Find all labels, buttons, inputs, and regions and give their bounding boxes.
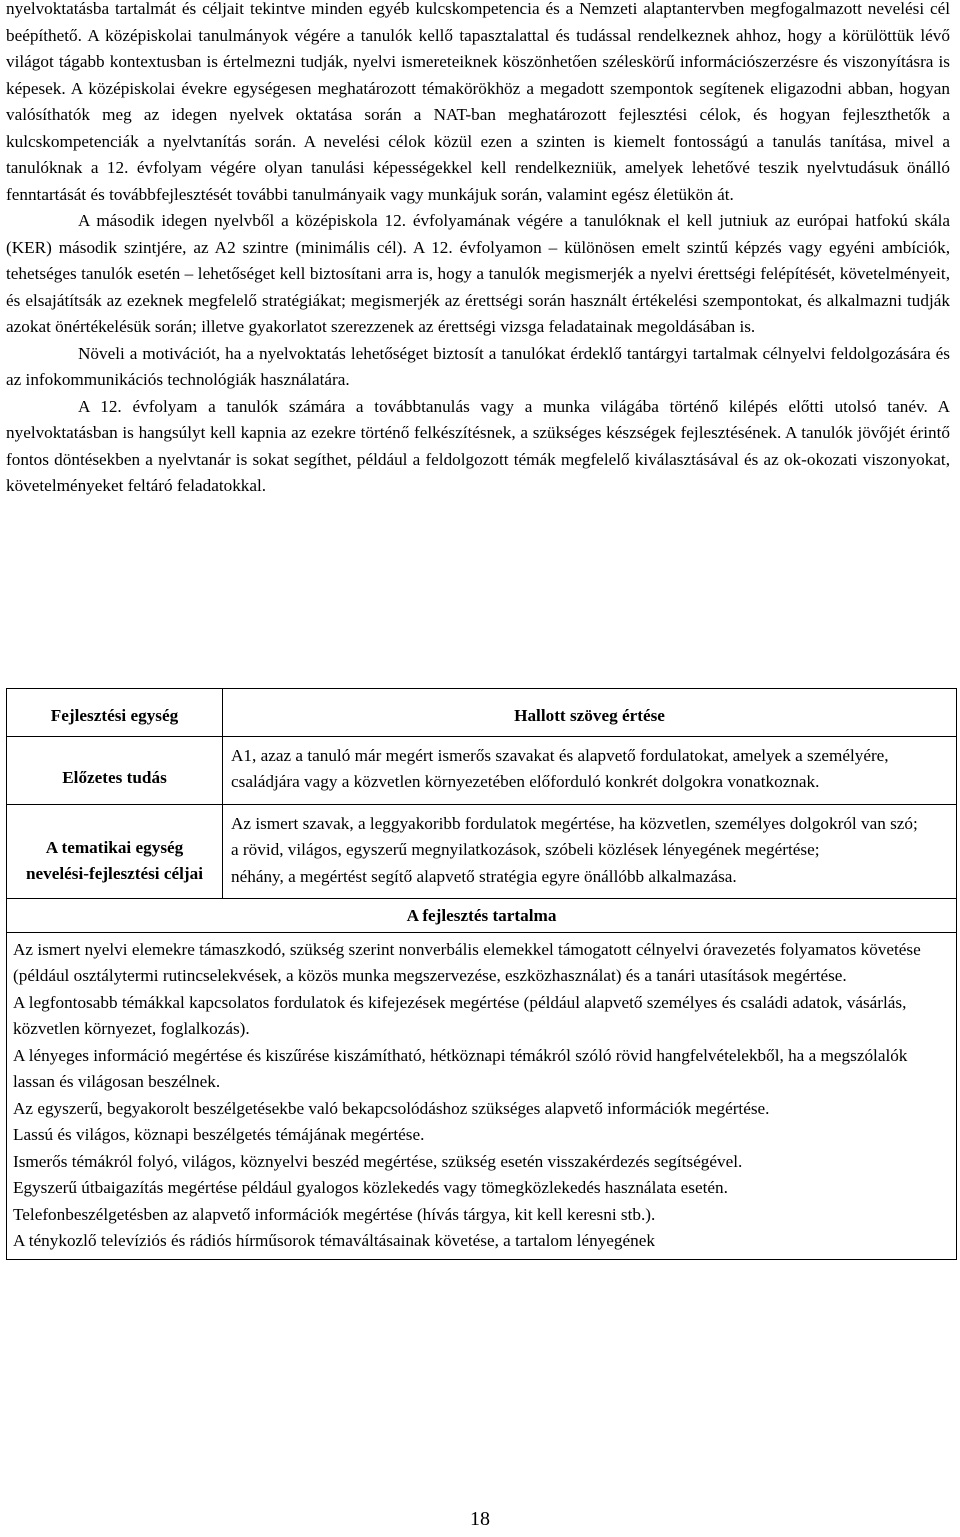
goals-line: néhány, a megértést segítő alapvető stratégia egyre önállóbb alkalmazása. (231, 866, 737, 886)
content-line: Telefonbeszélgetésben az alapvető információk megértése (hívás tárgya, kit kell keresni stb.). (13, 1204, 656, 1224)
goals-value (223, 804, 957, 899)
content-line: Az ismert nyelvi elemekre támaszkodó, szükség szerint nonverbális elemekkel támogatott célnyelvi óravezetés folyamatos követése (például osztálytermi rutincselekvések, a közös munka megszervezése, eszközhasználat) és a tanári utasítások megértése. (13, 939, 921, 985)
intro-paragraph-1: nyelvoktatásba tartalmát és céljait tekintve minden egyéb kulcskompetencia és a Nemzeti alaptantervben megfogalmazott nevelési cél beépíthető. A középiskolai tanulmányok végére a tanulók kellő tapasztalattal és tudással rendelkeznek ahhoz, hogy a körülöttük lévő világot tágabb kontextusban is értelmezni tudják, nyelvi ismereteiknek köszönhetően széleskörű információszerzésre és viszonyításra is képesek. A középiskolai évekre egységesen meghatározott témakörökhöz a megadott szempontok segítenek eligazodni abban, hogyan valósíthatók meg az idegen nyelvek oktatása során a NAT-ban meghatározott fejlesztési célok, és hogyan fejleszthetők a kulcskompetenciák a nyelvtanítás során. A nevelési célok közül ezen a szinten is kiemelt fontosságú a tanulás tanítása, mivel a tanulóknak a 12. évfolyam végére olyan tanulási képességekkel kell rendelkezniük, amelyek lehetővé teszik nyelvtudásuk önálló fenntartását és továbbfejlesztését további tanulmányaik vagy munkájuk során, valamint egész életükön át. (6, 0, 950, 204)
prior-knowledge-label: Előzetes tudás (7, 736, 223, 804)
page-number: 18 (470, 1508, 490, 1530)
content-line: A lényeges információ megértése és kiszűrése kiszámítható, hétköznapi témákról szóló rövid hangfelvételekből, ha a megszólalók lassan és világosan beszélnek. (13, 1045, 908, 1091)
curriculum-table (6, 688, 957, 1260)
prior-knowledge-row (7, 736, 957, 804)
content-line: Egyszerű útbaigazítás megértése például gyalogos közlekedés vagy tömegközlekedés használata esetén. (13, 1178, 728, 1197)
intro-paragraph-4: A 12. évfolyam a tanulók számára a továbbtanulás vagy a munka világába történő kilépés előtti utolsó tanév. A nyelvoktatásban is hangsúlyt kell kapnia az ezekre történő felkészítésnek, a szükséges készségek fejlesztésének. A tanulók jövőjét érintő fontos döntésekben a nyelvtanár is sokat segíthet, például a feldolgozott témák megfelelő kiválasztásával és az ok-okozati viszonyokat, követelményeket feltáró feladatokkal. (6, 396, 950, 495)
body-text (6, 0, 950, 500)
unit-label: Fejlesztési egység (7, 689, 223, 737)
goals-line: a rövid, világos, egyszerű megnyilatkozások, szóbeli közlések lényegének megértése; (231, 840, 820, 859)
content-header: A fejlesztés tartalma (7, 899, 957, 933)
goals-label: A tematikai egység nevelési-fejlesztési céljai (7, 804, 223, 899)
unit-row (7, 689, 957, 737)
content-line: A ténykozlő televíziós és rádiós hírműsorok témaváltásainak követése, a tartalom lényegének (13, 1231, 655, 1250)
goals-line: Az ismert szavak, a leggyakoribb fordulatok megértése, ha közvetlen, személyes dolgokról van szó; (231, 813, 918, 833)
content-line: Lassú és világos, köznapi beszélgetés témájának megértése. (13, 1125, 425, 1144)
intro-paragraph-2: A második idegen nyelvből a középiskola 12. évfolyamának végére a tanulóknak el kell jutniuk az európai hatfokú skála (KER) második szintjére, az A2 szintre (minimális cél). A 12. évfolyamon – különösen emelt szintű képzés vagy egyéni ambíciók, tehetséges tanulók esetén – lehetőséget kell biztosítani arra is, hogy a tanulók megismerjék a nyelvi érettségi felépítését, követelményeit, és elsajátítsák az ezeknek megfelelő stratégiákat; megismerjék az érettségi során használt értékelési szempontokat, és alkalmazni tudják azokat önértékelésük során; illetve gyakorlatot szerezzenek az érettségi vizsga feladatainak megoldásában is. (6, 211, 950, 336)
content-line: Ismerős témákról folyó, világos, köznyelvi beszéd megértése, szükség esetén visszakérdezés segítségével. (13, 1151, 743, 1171)
content-header-row (7, 899, 957, 933)
intro-paragraph-3: Növeli a motivációt, ha a nyelvoktatás lehetőséget biztosít a tanulókat érdeklő tantárgyi tartalmak célnyelvi feldolgozására és az infokommunikációs technológiák használatára. (6, 343, 950, 389)
content-body (7, 932, 957, 1259)
goals-row (7, 804, 957, 899)
prior-knowledge-value: A1, azaz a tanuló már megért ismerős szavakat és alapvető fordulatokat, amelyek a személyére, családjára vagy a közvetlen környezetében előforduló konkrét dolgokra vonatkoznak. (223, 736, 957, 804)
unit-value: Hallott szöveg értése (223, 689, 957, 737)
content-line: Az egyszerű, begyakorolt beszélgetésekbe való bekapcsolódáshoz szükséges alapvető információk megértése. (13, 1098, 770, 1118)
content-row (7, 932, 957, 1259)
content-line: A legfontosabb témákkal kapcsolatos fordulatok és kifejezések megértése (például alapvető személyes és családi adatok, vásárlás, közvetlen környezet, foglalkozás). (13, 992, 907, 1038)
